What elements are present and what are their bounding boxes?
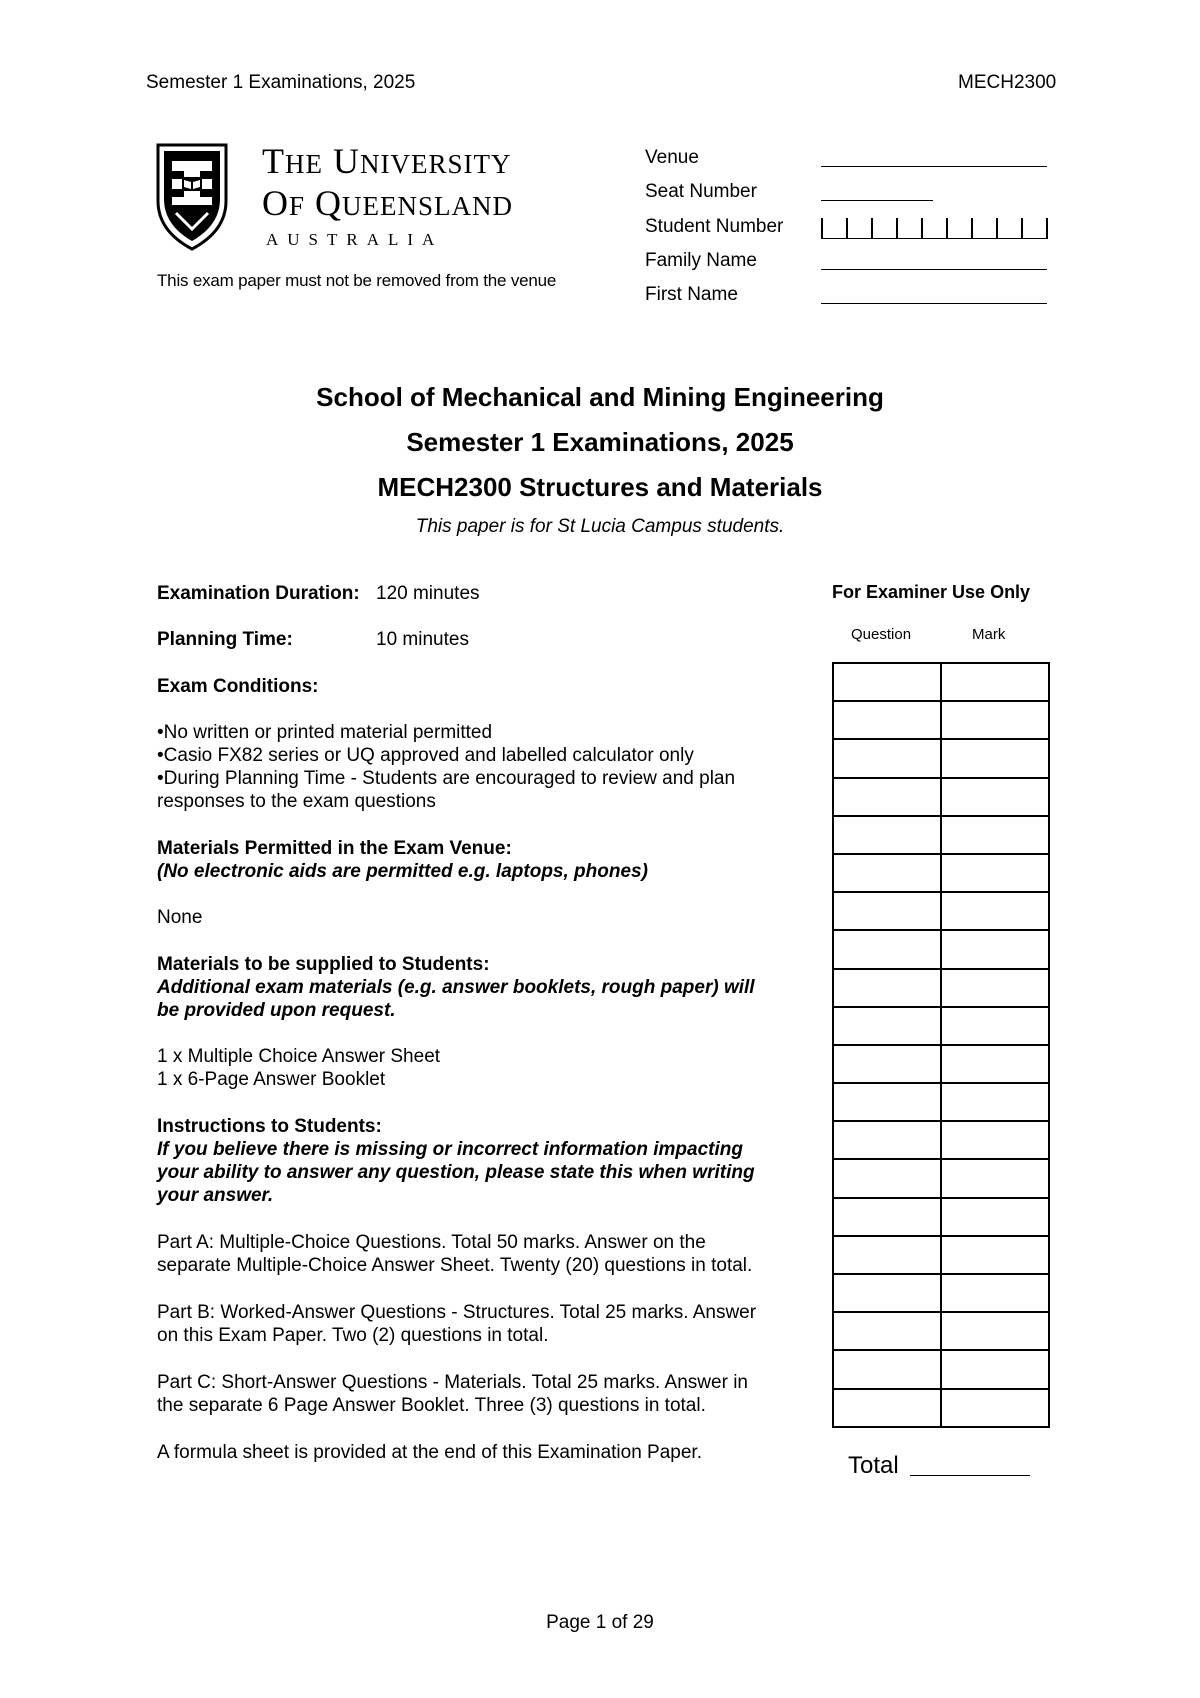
question-cell[interactable]: [833, 1274, 941, 1312]
marks-row: [833, 816, 1049, 854]
condition-line: •During Planning Time - Students are encouraged to review and plan: [157, 768, 736, 789]
instructions-note: your ability to answer any question, please state this when writing: [157, 1162, 755, 1183]
mark-cell[interactable]: [941, 1389, 1049, 1427]
mark-cell[interactable]: [941, 1198, 1049, 1236]
question-cell[interactable]: [833, 854, 941, 892]
marks-row: [833, 1159, 1049, 1197]
materials-supplied-item: 1 x Multiple Choice Answer Sheet: [157, 1046, 441, 1067]
header-right: MECH2300: [958, 72, 1057, 93]
mark-cell[interactable]: [941, 1007, 1049, 1045]
marks-row: [833, 663, 1049, 701]
question-cell[interactable]: [833, 1389, 941, 1427]
question-cell[interactable]: [833, 1236, 941, 1274]
question-cell[interactable]: [833, 930, 941, 968]
marks-row: [833, 1198, 1049, 1236]
part-b-text: Part B: Worked-Answer Questions - Structures. Total 25 marks. Answer: [157, 1302, 757, 1323]
duration-value: 120 minutes: [376, 583, 480, 604]
question-cell[interactable]: [833, 969, 941, 1007]
materials-permitted-note: (No electronic aids are permitted e.g. laptops, phones): [157, 861, 648, 882]
examiner-col-mark: Mark: [972, 626, 1006, 643]
materials-supplied-note: Additional exam materials (e.g. answer booklets, rough paper) will: [157, 977, 755, 998]
mark-cell[interactable]: [941, 701, 1049, 739]
question-cell[interactable]: [833, 1007, 941, 1045]
marks-row: [833, 778, 1049, 816]
condition-line: responses to the exam questions: [157, 791, 436, 812]
venue-field[interactable]: [821, 166, 1047, 167]
total-field[interactable]: [910, 1475, 1030, 1476]
header-left: Semester 1 Examinations, 2025: [146, 72, 416, 93]
marks-row: [833, 1389, 1049, 1427]
marks-row: [833, 1236, 1049, 1274]
uq-crest-icon: [156, 143, 228, 251]
question-cell[interactable]: [833, 816, 941, 854]
conditions-label: Exam Conditions:: [157, 676, 319, 697]
marks-row: [833, 701, 1049, 739]
seat-number-label: Seat Number: [645, 181, 757, 202]
first-name-label: First Name: [645, 284, 738, 305]
planning-label: Planning Time:: [157, 629, 293, 650]
mark-cell[interactable]: [941, 663, 1049, 701]
marks-row: [833, 892, 1049, 930]
part-c-text: the separate 6 Page Answer Booklet. Three (3) questions in total.: [157, 1395, 706, 1416]
marks-row: [833, 854, 1049, 892]
part-a-text: separate Multiple-Choice Answer Sheet. Twenty (20) questions in total.: [157, 1255, 753, 1276]
instructions-note: your answer.: [157, 1185, 274, 1206]
seat-number-field[interactable]: [821, 200, 933, 201]
examiner-title: For Examiner Use Only: [832, 582, 1031, 602]
marks-row: [833, 1083, 1049, 1121]
mark-cell[interactable]: [941, 892, 1049, 930]
part-c-text: Part C: Short-Answer Questions - Materials. Total 25 marks. Answer in: [157, 1372, 748, 1393]
marks-row: [833, 739, 1049, 777]
student-number-field[interactable]: [821, 218, 1047, 239]
marks-row: [833, 930, 1049, 968]
marks-row: [833, 1274, 1049, 1312]
mark-cell[interactable]: [941, 854, 1049, 892]
mark-cell[interactable]: [941, 816, 1049, 854]
mark-cell[interactable]: [941, 1045, 1049, 1083]
materials-permitted-label: Materials Permitted in the Exam Venue:: [157, 838, 512, 859]
question-cell[interactable]: [833, 1159, 941, 1197]
marks-row: [833, 1121, 1049, 1159]
question-cell[interactable]: [833, 1083, 941, 1121]
examiner-marks-table: [832, 662, 1050, 1428]
student-number-label: Student Number: [645, 216, 784, 237]
examiner-col-question: Question: [851, 626, 912, 643]
marks-row: [833, 1007, 1049, 1045]
materials-supplied-note: be provided upon request.: [157, 1000, 396, 1021]
question-cell[interactable]: [833, 1312, 941, 1350]
venue-label: Venue: [645, 147, 699, 168]
formula-note: A formula sheet is provided at the end of this Examination Paper.: [157, 1442, 702, 1463]
school-title: School of Mechanical and Mining Engineering: [316, 382, 884, 412]
materials-permitted-value: None: [157, 907, 203, 928]
materials-supplied-label: Materials to be supplied to Students:: [157, 954, 490, 975]
question-cell[interactable]: [833, 663, 941, 701]
duration-label: Examination Duration:: [157, 583, 360, 604]
instructions-note: If you believe there is missing or incorrect information impacting: [157, 1139, 743, 1160]
logo-wordmark-australia: AUSTRALIA: [266, 230, 444, 249]
mark-cell[interactable]: [941, 1274, 1049, 1312]
question-cell[interactable]: [833, 1121, 941, 1159]
part-b-text: on this Exam Paper. Two (2) questions in total.: [157, 1325, 549, 1346]
marks-row: [833, 1350, 1049, 1388]
family-name-field[interactable]: [821, 269, 1047, 270]
mark-cell[interactable]: [941, 739, 1049, 777]
marks-row: [833, 969, 1049, 1007]
removal-notice: This exam paper must not be removed from the venue: [157, 271, 557, 290]
mark-cell[interactable]: [941, 1350, 1049, 1388]
question-cell[interactable]: [833, 1350, 941, 1388]
question-cell[interactable]: [833, 892, 941, 930]
mark-cell[interactable]: [941, 1083, 1049, 1121]
first-name-field[interactable]: [821, 303, 1047, 304]
family-name-label: Family Name: [645, 250, 757, 271]
campus-note: This paper is for St Lucia Campus students.: [415, 516, 785, 537]
materials-supplied-item: 1 x 6-Page Answer Booklet: [157, 1069, 386, 1090]
question-cell[interactable]: [833, 1198, 941, 1236]
total-label: Total: [848, 1452, 899, 1479]
mark-cell[interactable]: [941, 930, 1049, 968]
mark-cell[interactable]: [941, 1121, 1049, 1159]
logo-wordmark-line1: THE UNIVERSITY: [262, 141, 512, 181]
semester-title: Semester 1 Examinations, 2025: [406, 427, 794, 457]
condition-line: •No written or printed material permitted: [157, 722, 493, 743]
mark-cell[interactable]: [941, 778, 1049, 816]
logo-wordmark-line2: OF QUEENSLAND: [262, 183, 514, 223]
course-title: MECH2300 Structures and Materials: [377, 472, 823, 502]
marks-row: [833, 1045, 1049, 1083]
mark-cell[interactable]: [941, 969, 1049, 1007]
mark-cell[interactable]: [941, 1159, 1049, 1197]
page-number: Page 1 of 29: [546, 1612, 654, 1633]
question-cell[interactable]: [833, 1045, 941, 1083]
part-a-text: Part A: Multiple-Choice Questions. Total 50 marks. Answer on the: [157, 1232, 706, 1253]
instructions-label: Instructions to Students:: [157, 1116, 382, 1137]
condition-line: •Casio FX82 series or UQ approved and labelled calculator only: [157, 745, 694, 766]
marks-row: [833, 1312, 1049, 1350]
mark-cell[interactable]: [941, 1312, 1049, 1350]
planning-value: 10 minutes: [376, 629, 469, 650]
question-cell[interactable]: [833, 778, 941, 816]
mark-cell[interactable]: [941, 1236, 1049, 1274]
question-cell[interactable]: [833, 739, 941, 777]
question-cell[interactable]: [833, 701, 941, 739]
